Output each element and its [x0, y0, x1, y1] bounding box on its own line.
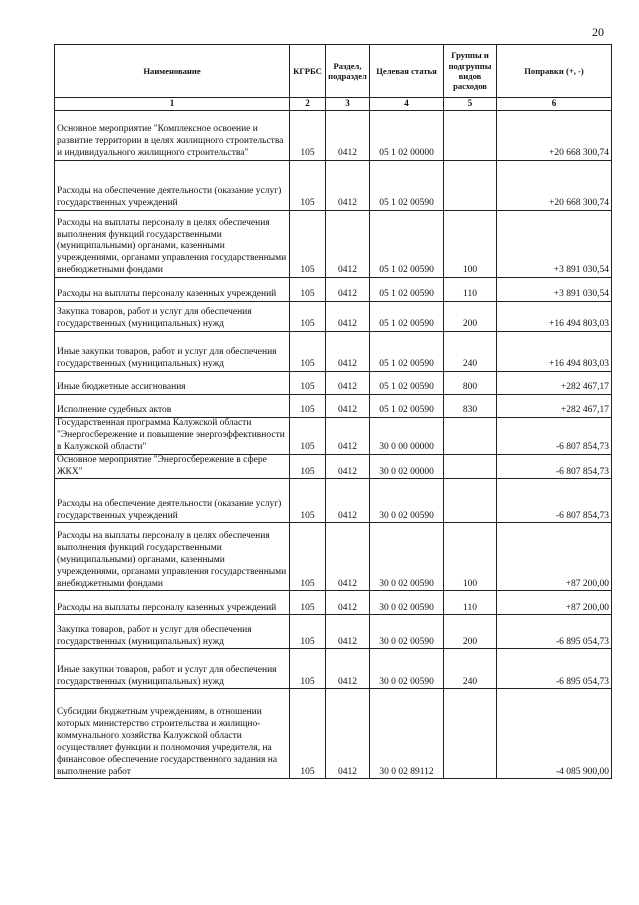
row-section: 0412 — [326, 454, 370, 479]
column-number: 1 — [55, 98, 290, 111]
row-name: Исполнение судебных актов — [55, 395, 290, 418]
header-kgrbs: КГРБС — [290, 45, 326, 98]
row-group: 830 — [444, 395, 497, 418]
row-kgrbs: 105 — [290, 372, 326, 395]
row-amount: -4 085 900,00 — [497, 689, 612, 779]
row-name: Иные бюджетные ассигнования — [55, 372, 290, 395]
row-name: Расходы на выплаты персоналу казенных учреждений — [55, 278, 290, 302]
budget-amendments-table — [54, 44, 612, 779]
row-group: 240 — [444, 649, 497, 689]
row-amount: +16 494 803,03 — [497, 332, 612, 372]
row-kgrbs: 105 — [290, 454, 326, 479]
row-section: 0412 — [326, 332, 370, 372]
table-row — [55, 332, 612, 372]
row-target: 30 0 02 89112 — [370, 689, 444, 779]
row-target: 05 1 02 00000 — [370, 111, 444, 161]
row-kgrbs: 105 — [290, 649, 326, 689]
row-section: 0412 — [326, 395, 370, 418]
row-section: 0412 — [326, 615, 370, 649]
header-groups: Группы и подгруппы видов расходов — [444, 45, 497, 98]
row-kgrbs: 105 — [290, 111, 326, 161]
row-section: 0412 — [326, 302, 370, 332]
row-amount: -6 895 054,73 — [497, 615, 612, 649]
row-target: 30 0 00 00000 — [370, 418, 444, 455]
row-section: 0412 — [326, 111, 370, 161]
row-name: Расходы на выплаты персоналу казенных учреждений — [55, 591, 290, 615]
column-number: 4 — [370, 98, 444, 111]
page-number: 20 — [592, 25, 604, 39]
row-kgrbs: 105 — [290, 161, 326, 211]
row-name: Расходы на обеспечение деятельности (оказание услуг) государственных учреждений — [55, 161, 290, 211]
row-kgrbs: 105 — [290, 332, 326, 372]
row-group: 110 — [444, 591, 497, 615]
row-kgrbs: 105 — [290, 302, 326, 332]
row-group: 100 — [444, 211, 497, 278]
row-group — [444, 454, 497, 479]
row-target: 05 1 02 00590 — [370, 332, 444, 372]
row-kgrbs: 105 — [290, 395, 326, 418]
row-name: Закупка товаров, работ и услуг для обеспечения государственных (муниципальных) нужд — [55, 302, 290, 332]
column-number: 2 — [290, 98, 326, 111]
row-target: 05 1 02 00590 — [370, 302, 444, 332]
row-section: 0412 — [326, 479, 370, 523]
row-group: 240 — [444, 332, 497, 372]
table-row — [55, 395, 612, 418]
row-amount: +20 668 300,74 — [497, 111, 612, 161]
row-amount: +20 668 300,74 — [497, 161, 612, 211]
table-body — [55, 111, 612, 779]
row-group: 200 — [444, 615, 497, 649]
row-name: Основное мероприятие "Энергосбережение в сфере ЖКХ" — [55, 454, 290, 479]
row-amount: -6 895 054,73 — [497, 649, 612, 689]
column-number: 5 — [444, 98, 497, 111]
row-amount: -6 807 854,73 — [497, 479, 612, 523]
row-name: Иные закупки товаров, работ и услуг для обеспечения государственных (муниципальных) нужд — [55, 332, 290, 372]
table-row — [55, 615, 612, 649]
table-row — [55, 278, 612, 302]
row-group — [444, 161, 497, 211]
table-row — [55, 591, 612, 615]
table-row — [55, 372, 612, 395]
row-target: 30 0 02 00590 — [370, 523, 444, 591]
row-amount: +3 891 030,54 — [497, 211, 612, 278]
row-group: 100 — [444, 523, 497, 591]
row-name: Закупка товаров, работ и услуг для обеспечения государственных (муниципальных) нужд — [55, 615, 290, 649]
row-section: 0412 — [326, 689, 370, 779]
row-section: 0412 — [326, 372, 370, 395]
table-row — [55, 689, 612, 779]
row-group: 200 — [444, 302, 497, 332]
table-row — [55, 418, 612, 455]
row-target: 30 0 02 00590 — [370, 649, 444, 689]
row-amount: +282 467,17 — [497, 372, 612, 395]
row-amount: -6 807 854,73 — [497, 418, 612, 455]
header-amendments: Поправки (+, -) — [497, 45, 612, 98]
table-row — [55, 454, 612, 479]
row-group — [444, 689, 497, 779]
row-section: 0412 — [326, 418, 370, 455]
row-target: 05 1 02 00590 — [370, 211, 444, 278]
row-target: 30 0 02 00590 — [370, 479, 444, 523]
row-kgrbs: 105 — [290, 689, 326, 779]
row-kgrbs: 105 — [290, 523, 326, 591]
row-amount: +16 494 803,03 — [497, 302, 612, 332]
column-number: 6 — [497, 98, 612, 111]
table-row — [55, 111, 612, 161]
column-number: 3 — [326, 98, 370, 111]
row-target: 05 1 02 00590 — [370, 395, 444, 418]
row-name: Иные закупки товаров, работ и услуг для обеспечения государственных (муниципальных) нужд — [55, 649, 290, 689]
row-section: 0412 — [326, 161, 370, 211]
row-group — [444, 418, 497, 455]
row-section: 0412 — [326, 591, 370, 615]
row-section: 0412 — [326, 211, 370, 278]
row-section: 0412 — [326, 523, 370, 591]
header-section: Раздел, подраздел — [326, 45, 370, 98]
header-name: Наименование — [55, 45, 290, 98]
row-name: Расходы на обеспечение деятельности (оказание услуг) государственных учреждений — [55, 479, 290, 523]
row-amount: -6 807 854,73 — [497, 454, 612, 479]
table-row — [55, 649, 612, 689]
row-amount: +87 200,00 — [497, 591, 612, 615]
table-header-row — [55, 45, 612, 98]
row-target: 30 0 02 00000 — [370, 454, 444, 479]
table-row — [55, 302, 612, 332]
table-row — [55, 479, 612, 523]
row-kgrbs: 105 — [290, 211, 326, 278]
row-name: Расходы на выплаты персоналу в целях обеспечения выполнения функций государственными (муниципальными) органами, казенными учреждениями, органами управления государственными внебюджетными фондами — [55, 523, 290, 591]
header-target: Целевая статья — [370, 45, 444, 98]
row-group: 800 — [444, 372, 497, 395]
row-section: 0412 — [326, 278, 370, 302]
table-row — [55, 211, 612, 278]
row-kgrbs: 105 — [290, 615, 326, 649]
row-amount: +3 891 030,54 — [497, 278, 612, 302]
row-name: Основное мероприятие "Комплексное освоение и развитие территории в целях жилищного строительства и индивидуального жилищного строительства" — [55, 111, 290, 161]
table-row — [55, 523, 612, 591]
row-group: 110 — [444, 278, 497, 302]
row-kgrbs: 105 — [290, 479, 326, 523]
row-target: 05 1 02 00590 — [370, 278, 444, 302]
row-amount: +282 467,17 — [497, 395, 612, 418]
row-amount: +87 200,00 — [497, 523, 612, 591]
row-target: 30 0 02 00590 — [370, 615, 444, 649]
row-kgrbs: 105 — [290, 418, 326, 455]
row-name: Расходы на выплаты персоналу в целях обеспечения выполнения функций государственными (муниципальными) органами, казенными учреждениями, органами управления государственными внебюджетными фондами — [55, 211, 290, 278]
row-kgrbs: 105 — [290, 591, 326, 615]
row-target: 05 1 02 00590 — [370, 161, 444, 211]
row-group — [444, 111, 497, 161]
row-section: 0412 — [326, 649, 370, 689]
table-row — [55, 161, 612, 211]
row-target: 05 1 02 00590 — [370, 372, 444, 395]
row-group — [444, 479, 497, 523]
column-number-row — [55, 98, 612, 111]
row-kgrbs: 105 — [290, 278, 326, 302]
row-target: 30 0 02 00590 — [370, 591, 444, 615]
row-name: Государственная программа Калужской области "Энергосбережение и повышение энергоэффективности в Калужской области" — [55, 418, 290, 455]
row-name: Субсидии бюджетным учреждениям, в отношении которых министерство строительства и жилищно-коммунального хозяйства Калужской области осуществляет функции и полномочия учредителя, на финансовое обеспечение государственного задания на выполнение работ — [55, 689, 290, 779]
